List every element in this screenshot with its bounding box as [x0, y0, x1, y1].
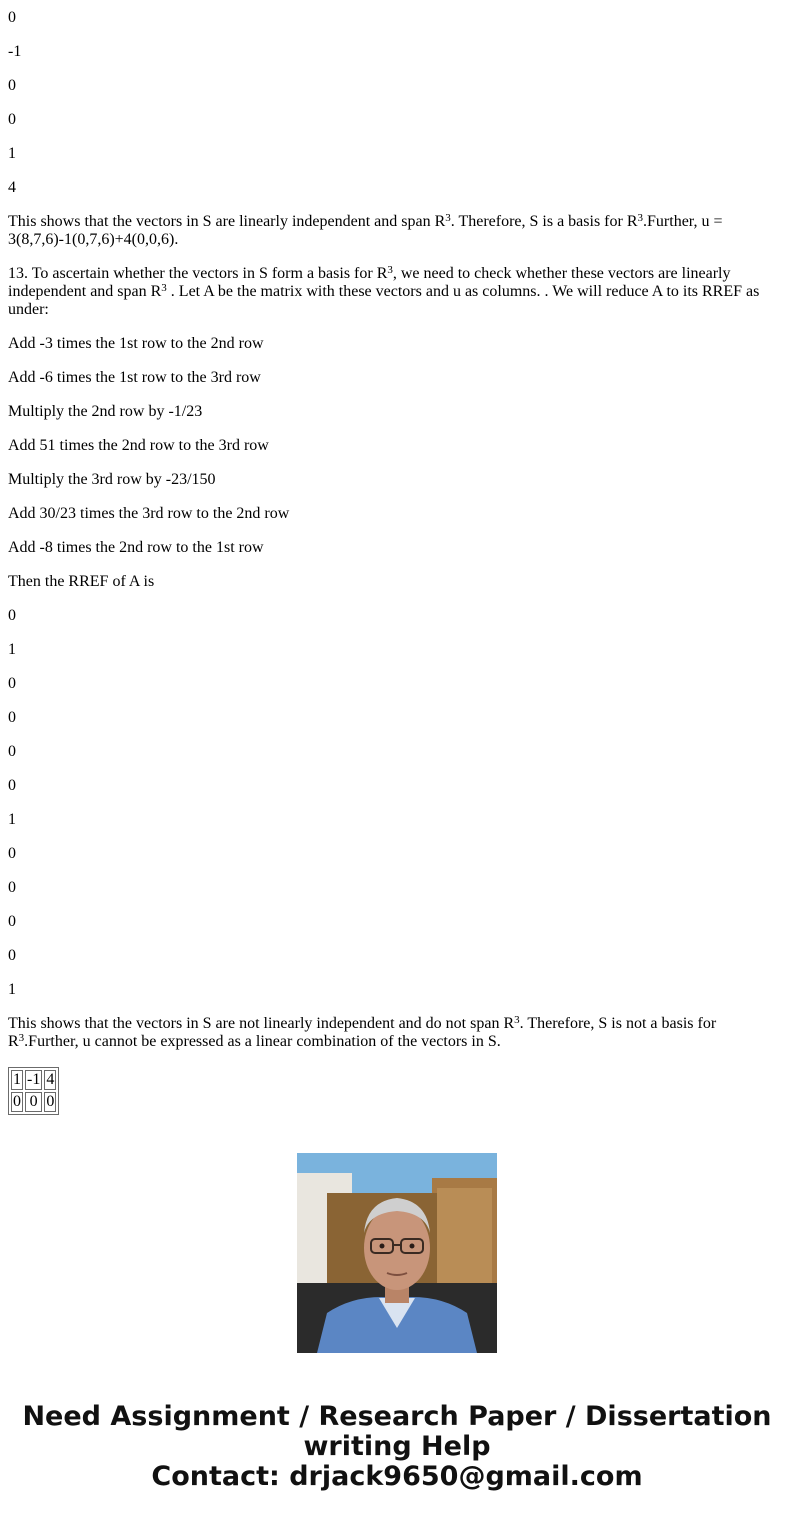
rref-value: 0 — [8, 743, 16, 760]
table-cell: 0 — [25, 1092, 42, 1112]
matrix-value: 0 — [8, 77, 16, 94]
not-basis-conclusion-paragraph: This shows that the vectors in S are not linearly independent and do not span $R^3$. Therefore, S is not a basis for $R^3.Further$, u cannot be expressed as a linear combination of the vectors in S. — [8, 1014, 717, 1050]
row-operation-step: Multiply the 3rd row by -23/150 — [8, 471, 216, 488]
rref-value: 0 — [8, 913, 16, 930]
table-row — [11, 1070, 56, 1090]
rref-value: 0 — [8, 879, 16, 896]
rref-value: 1 — [8, 641, 16, 658]
problem-13-intro-paragraph: 13. To ascertain whether the vectors in S form a basis for $R^3$, we need to check whether these vectors are linearly independent and span $R^3$ . Let A be the matrix with these vectors and u as columns. . We will reduce A to its RREF as under: — [8, 264, 760, 318]
matrix-value: -1 — [8, 43, 22, 60]
row-operation-step: Multiply the 2nd row by -1/23 — [8, 403, 203, 420]
table-row — [11, 1092, 56, 1112]
solution-document — [8, 0, 778, 1110]
rref-value: 0 — [8, 709, 16, 726]
rref-value: 0 — [8, 607, 16, 624]
row-operation-step: Add 51 times the 2nd row to the 3rd row — [8, 437, 269, 454]
matrix-value: 4 — [8, 179, 16, 196]
footer-line-1: Need Assignment / Research Paper / Dissertation — [22, 1401, 772, 1432]
rref-value: 1 — [8, 811, 16, 828]
rref-value: 0 — [8, 845, 16, 862]
rref-value: 0 — [8, 777, 16, 794]
matrix-value: 1 — [8, 145, 16, 162]
basis-conclusion-paragraph: This shows that the vectors in S are linearly independent and span $R^3$. Therefore, S is a basis for $R^3.Further$, u = 3(8,7,6)-1(0,7,6)+4(0,0,6). — [8, 212, 723, 248]
rref-value: 0 — [8, 947, 16, 964]
author-photo — [297, 1153, 497, 1353]
rref-value: 1 — [8, 981, 16, 998]
rref-intro-text: Then the RREF of A is — [8, 573, 155, 590]
table-cell: 0 — [46, 1093, 55, 1110]
table-cell: -1 — [27, 1071, 41, 1088]
row-operation-step: Add -8 times the 2nd row to the 1st row — [8, 539, 264, 556]
matrix-value: 0 — [8, 9, 16, 26]
footer-line-2: writing Help — [303, 1431, 491, 1462]
footer-contact-banner — [0, 1402, 794, 1492]
matrix-value: 0 — [8, 111, 16, 128]
footer-contact-line: Contact: drjack9650@gmail.com — [151, 1461, 643, 1492]
matrix-table-clipped — [8, 1067, 55, 1110]
matrix-table — [8, 1067, 59, 1115]
table-cell: 0 — [13, 1093, 21, 1110]
row-operation-step: Add 30/23 times the 3rd row to the 2nd row — [8, 505, 290, 522]
table-cell: 1 — [13, 1071, 21, 1088]
row-operation-step: Add -6 times the 1st row to the 3rd row — [8, 369, 261, 386]
row-operation-step: Add -3 times the 1st row to the 2nd row — [8, 335, 264, 352]
table-cell: 4 — [46, 1071, 55, 1088]
rref-value: 0 — [8, 675, 16, 692]
author-portrait-illustration — [297, 1153, 497, 1353]
